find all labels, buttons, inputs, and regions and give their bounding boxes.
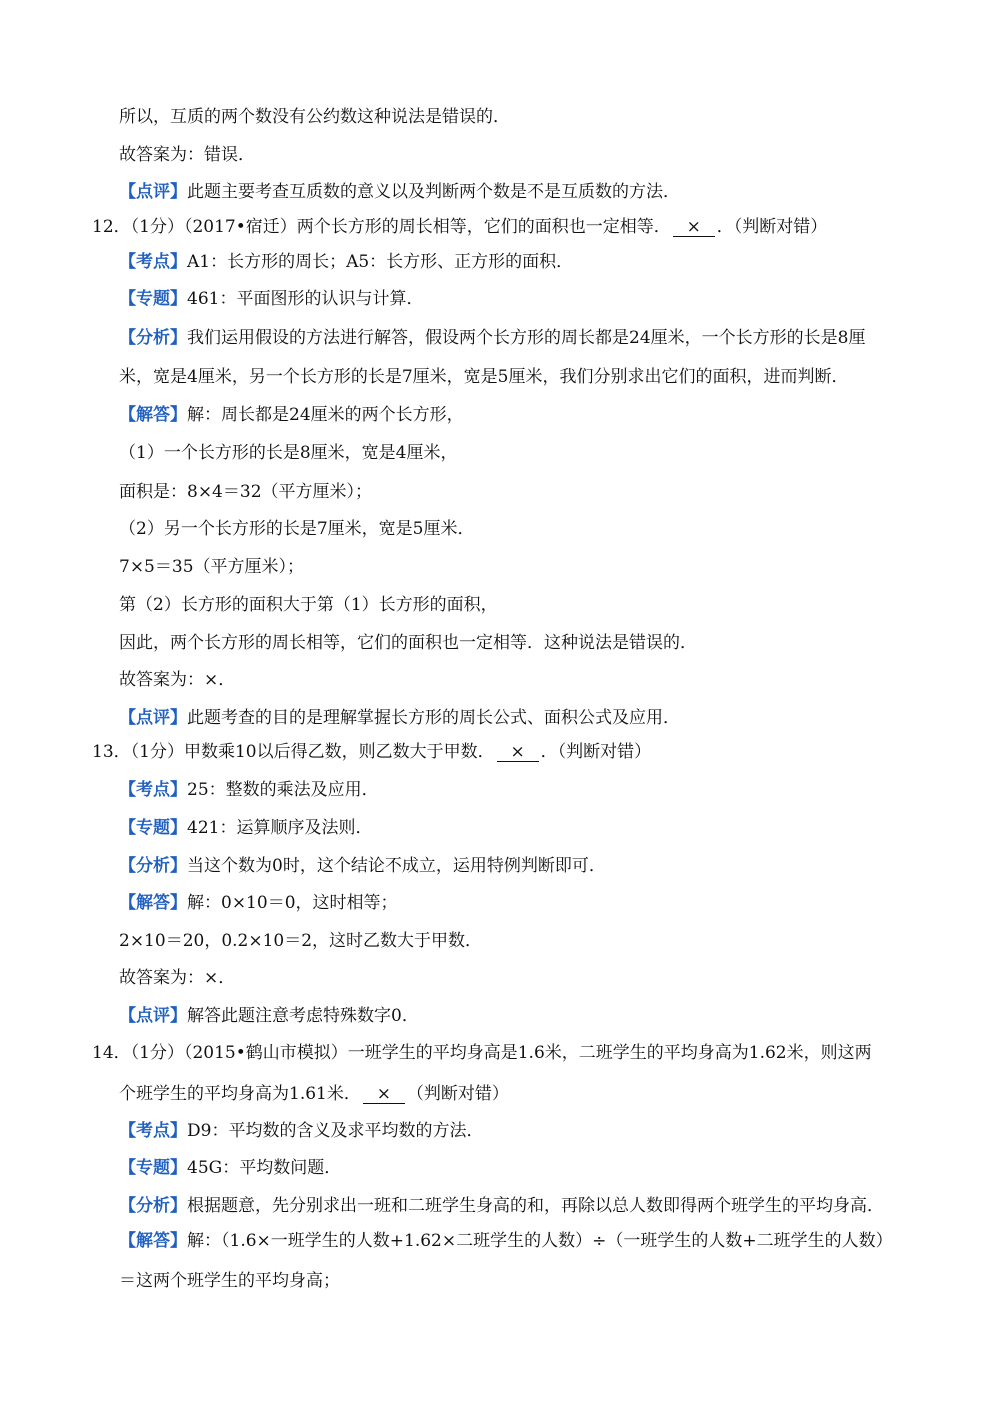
text: D9：平均数的含义及求平均数的方法． [187, 1121, 484, 1141]
q13-fenxi [119, 855, 606, 877]
q14-stem-2 [119, 1083, 509, 1105]
q12-jieda-7 [119, 632, 697, 654]
text: 故答案为：错误． [119, 145, 255, 165]
q12-zhuanti [119, 288, 423, 310]
question-suffix: ．（判断对错） [716, 217, 828, 237]
text: 故答案为：×． [119, 968, 236, 988]
kaodian-tag: 【考点】 [119, 252, 187, 272]
question-text: 12．（1分）（2017•宿迁）两个长方形的周长相等，它们的面积也一定相等． [92, 217, 671, 237]
dianping-tag: 【点评】 [119, 708, 187, 728]
fenxi-tag: 【分析】 [119, 328, 187, 348]
jieda-tag: 【解答】 [119, 405, 187, 425]
kaodian-tag: 【考点】 [119, 1121, 187, 1141]
q12-jieda-1 [119, 404, 464, 426]
text: 解答此题注意考虑特殊数字0． [187, 1006, 419, 1026]
q11-answer [119, 144, 255, 166]
q13-jieda-1 [119, 892, 398, 914]
comment-tag: 【点评】 [119, 182, 187, 202]
q13-jieda-2 [119, 930, 482, 952]
question-text: 14．（1分）（2015•鹤山市模拟）一班学生的平均身高是1.6米，二班学生的平均身高为1.62米，则这两 [92, 1043, 872, 1063]
q13-jieda-3 [119, 967, 235, 989]
text: 所以，互质的两个数没有公约数这种说法是错误的． [119, 107, 510, 127]
text: （1）一个长方形的长是8厘米，宽是4厘米， [119, 443, 458, 463]
text: 45G：平均数问题． [187, 1158, 342, 1178]
jieda-tag: 【解答】 [119, 893, 187, 913]
q12-jieda-8 [119, 669, 235, 691]
q11-conclusion [119, 106, 510, 128]
fenxi-tag: 【分析】 [119, 1196, 187, 1216]
q14-stem-1 [92, 1042, 872, 1064]
text: ＝这两个班学生的平均身高； [119, 1271, 340, 1291]
text: 面积是：8×4＝32（平方厘米）； [119, 482, 373, 502]
q13-zhuanti [119, 817, 372, 839]
question-suffix: （判断对错） [406, 1084, 509, 1104]
q13-stem [92, 741, 651, 763]
q11-comment [119, 181, 680, 203]
q14-kaodian [119, 1120, 483, 1142]
text: 7×5＝35（平方厘米）； [119, 557, 305, 577]
text: 解：周长都是24厘米的两个长方形， [187, 405, 464, 425]
text: 我们运用假设的方法进行解答，假设两个长方形的周长都是24厘米，一个长方形的长是8厘 [187, 328, 866, 348]
question-text: 13．（1分）甲数乘10以后得乙数，则乙数大于甲数． [92, 742, 495, 762]
text: 此题主要考查互质数的意义以及判断两个数是不是互质数的方法． [187, 182, 680, 202]
q13-dianping [119, 1005, 419, 1027]
q12-jieda-6 [119, 594, 498, 616]
q12-jieda-5 [119, 556, 304, 578]
text: 421：运算顺序及法则． [187, 818, 373, 838]
question-text: 个班学生的平均身高为1.61米． [119, 1084, 361, 1104]
text: 2×10＝20，0.2×10＝2，这时乙数大于甲数． [119, 931, 483, 951]
question-suffix: ．（判断对错） [540, 742, 652, 762]
text: （2）另一个长方形的长是7厘米，宽是5厘米． [119, 519, 475, 539]
q12-fenxi-1 [119, 327, 865, 349]
text: 解：0×10＝0，这时相等； [187, 893, 398, 913]
text: 米，宽是4厘米，另一个长方形的长是7厘米，宽是5厘米，我们分别求出它们的面积，进而判断． [119, 367, 849, 387]
text: 第（2）长方形的面积大于第（1）长方形的面积， [119, 595, 498, 615]
text: A1：长方形的周长；A5：长方形、正方形的面积． [187, 252, 574, 272]
q12-stem [92, 216, 827, 238]
text: 解：（1.6×一班学生的人数+1.62×二班学生的人数）÷（一班学生的人数+二班学生的人数） [187, 1231, 893, 1251]
q14-zhuanti [119, 1157, 341, 1179]
text: 故答案为：×． [119, 670, 236, 690]
q12-jieda-3 [119, 481, 372, 503]
zhuanti-tag: 【专题】 [119, 289, 187, 309]
text: 因此，两个长方形的周长相等，它们的面积也一定相等．这种说法是错误的． [119, 633, 697, 653]
q12-dianping [119, 707, 680, 729]
q14-jieda-1 [119, 1230, 893, 1252]
q14-jieda-2 [119, 1270, 340, 1292]
zhuanti-tag: 【专题】 [119, 818, 187, 838]
fenxi-tag: 【分析】 [119, 856, 187, 876]
jieda-tag: 【解答】 [119, 1231, 187, 1251]
q12-kaodian [119, 251, 573, 273]
text: 根据题意，先分别求出一班和二班学生身高的和，再除以总人数即得两个班学生的平均身高． [187, 1196, 884, 1216]
q12-jieda-2 [119, 442, 457, 464]
zhuanti-tag: 【专题】 [119, 1158, 187, 1178]
kaodian-tag: 【考点】 [119, 780, 187, 800]
text: 此题考查的目的是理解掌握长方形的周长公式、面积公式及应用． [187, 708, 680, 728]
answer-blank: × [363, 1085, 405, 1104]
answer-blank: × [673, 218, 715, 237]
q13-kaodian [119, 779, 379, 801]
q12-fenxi-2 [119, 366, 848, 388]
text: 25：整数的乘法及应用． [187, 780, 379, 800]
dianping-tag: 【点评】 [119, 1006, 187, 1026]
q14-fenxi [119, 1195, 884, 1217]
text: 461：平面图形的认识与计算． [187, 289, 424, 309]
text: 当这个数为0时，这个结论不成立，运用特例判断即可． [187, 856, 606, 876]
q12-jieda-4 [119, 518, 474, 540]
answer-blank: × [497, 743, 539, 762]
